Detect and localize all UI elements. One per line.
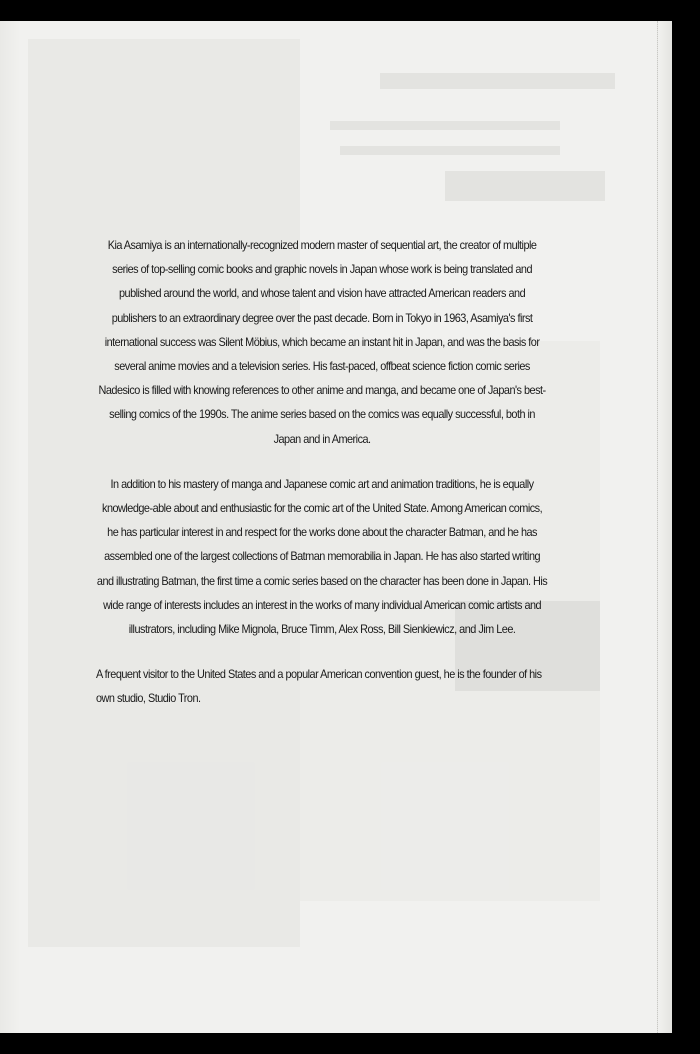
bleed-through-line	[380, 73, 615, 89]
book-page	[0, 21, 672, 1033]
paragraph-biography: Kia Asamiya is an internationally-recognized modern master of sequential art, the creator of multiple series of top-selling comic books and graphic novels in Japan whose work is being translated and published around the world, and whose talent and vision have attracted American readers and publishers to an extraordinary degree over the past decade. Born in Tokyo in 1963, Asamiya's first international success was Silent Möbius, which became an instant hit in Japan, and was the basis for several anime movies and a television series. His fast-paced, offbeat science fiction comic series Nadesico is filled with knowing references to other anime and manga, and became one of Japan's best-selling comics of the 1990s. The anime series based on the comics was equally successful, both in Japan and in America.	[98, 239, 546, 446]
page-right-edge	[657, 21, 672, 1033]
bleed-through-line	[340, 146, 560, 155]
bleed-through-line	[445, 171, 605, 201]
body-text	[96, 234, 548, 733]
bleed-through-line	[330, 121, 560, 130]
scan-bottom-border	[0, 1033, 700, 1054]
paragraph-studio: A frequent visitor to the United States and a popular American convention guest, he is the founder of his own studio, Studio Tron.	[96, 668, 542, 706]
page-gutter-shadow	[0, 21, 20, 1033]
paragraph-american-comics: In addition to his mastery of manga and Japanese comic art and animation traditions, he is equally knowledge-able about and enthusiastic for the comic art of the United State. Among American comics, he has particular interest in and respect for the works done about the character Batman, and he has assembled one of the largest collections of Batman memorabilia in Japan. He has also started writing and illustrating Batman, the first time a comic series based on the character has been done in Japan. His wide range of interests includes an interest in the works of many individual American comic artists and illustrators, including Mike Mignola, Bruce Timm, Alex Ross, Bill Sienkiewicz, and Jim Lee.	[96, 477, 548, 637]
